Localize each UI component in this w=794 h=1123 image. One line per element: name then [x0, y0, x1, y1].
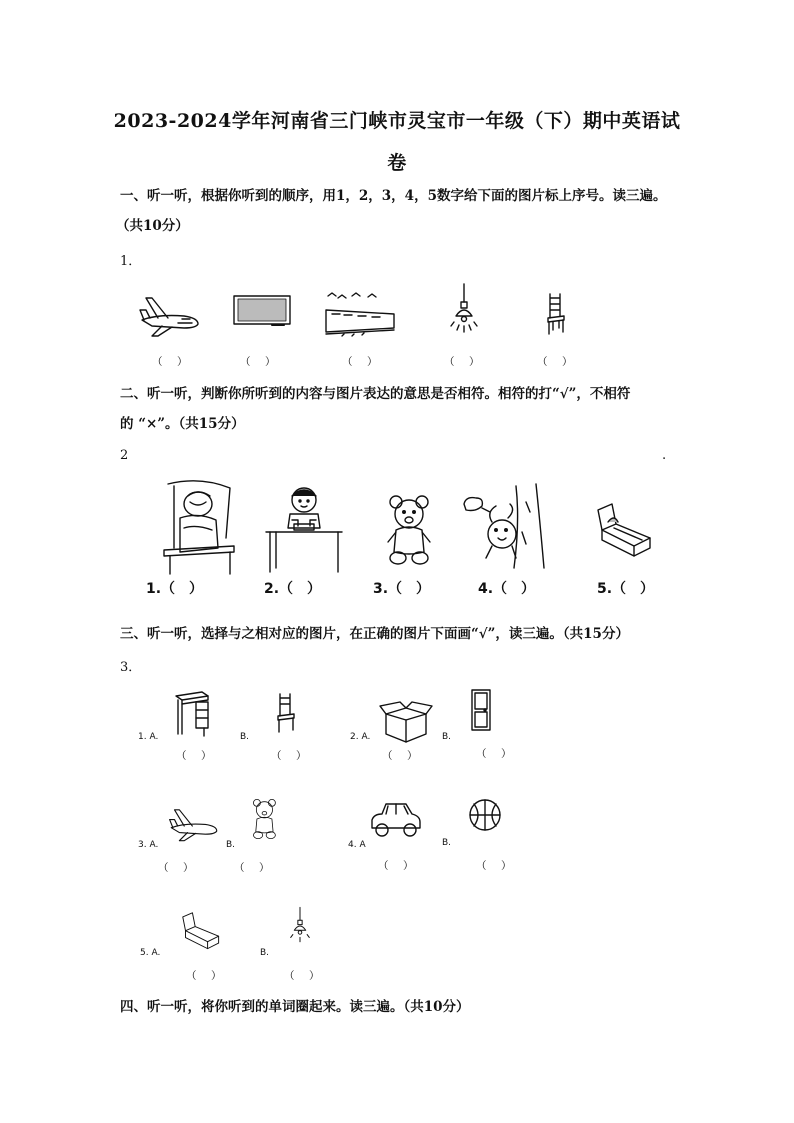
option-label: B.: [442, 732, 452, 742]
airplane-icon: [138, 290, 202, 336]
answer-label[interactable]: 4.（ ）: [478, 581, 536, 597]
answer-label[interactable]: 5.（ ）: [597, 581, 655, 597]
question-number-1: 1．: [120, 254, 142, 269]
page-title-continued: 卷: [387, 152, 407, 174]
car-icon: [368, 800, 422, 840]
answer-blank[interactable]: （ ）: [476, 860, 514, 872]
baby-in-chair-icon: [160, 478, 240, 574]
answer-blank[interactable]: （ ）: [234, 862, 272, 874]
section4-heading: 四、听一听，将你听到的单词圈起来。读三遍。（共10分）: [120, 999, 470, 1015]
option-label: 4. A: [348, 840, 366, 850]
option-label: 5. A.: [140, 948, 161, 958]
section1-heading: 一、听一听，根据你听到的顺序，用1，2，3，4，5数字给下面的图片标上序号。读三遍。: [120, 188, 667, 204]
answer-blank[interactable]: （ ）: [284, 970, 322, 982]
option-label: 3. A.: [138, 840, 159, 850]
question-number-2: 2: [120, 448, 129, 463]
answer-blank[interactable]: （ ）: [342, 356, 380, 368]
option-label: 1. A.: [138, 732, 159, 742]
section3-heading: 三、听一听，选择与之相对应的图片，在正确的图片下面画“√”，读三遍。（共15分）: [120, 626, 629, 642]
stray-dot: .: [662, 448, 667, 463]
answer-blank[interactable]: （ ）: [378, 860, 416, 872]
section2-heading: 二、听一听，判断你所听到的内容与图片表达的意思是否相符。相符的打“√”，不相符: [120, 386, 631, 402]
teddy-bear-icon: [384, 494, 436, 566]
answer-blank[interactable]: （ ）: [537, 356, 575, 368]
answer-blank[interactable]: （ ）: [186, 970, 224, 982]
answer-blank[interactable]: （ ）: [271, 750, 309, 762]
box-icon: [378, 702, 434, 742]
desk-icon: [172, 690, 212, 736]
answer-blank[interactable]: （ ）: [240, 356, 278, 368]
teddy-bear-icon: [250, 792, 280, 846]
answer-label[interactable]: 2.（ ）: [264, 581, 322, 597]
answer-label[interactable]: 1.（ ）: [146, 581, 204, 597]
bed-icon: [176, 910, 224, 950]
airplane-icon: [168, 802, 220, 842]
lamp-icon: [450, 284, 478, 336]
chair-icon: [546, 292, 566, 334]
ball-icon: [468, 798, 502, 832]
section1-score: （共10分）: [116, 218, 189, 234]
option-label: 2. A.: [350, 732, 371, 742]
page-title: 2023-2024学年河南省三门峡市灵宝市一年级（下）期中英语试: [113, 110, 681, 132]
lamp-icon: [290, 906, 310, 946]
question-number-3: 3．: [120, 660, 142, 675]
train-icon: [322, 290, 396, 338]
answer-blank[interactable]: （ ）: [444, 356, 482, 368]
boy-at-desk-icon: [262, 484, 346, 572]
chair-icon: [276, 692, 296, 732]
option-label: B.: [442, 838, 452, 848]
option-label: B.: [226, 840, 236, 850]
answer-blank[interactable]: （ ）: [152, 356, 190, 368]
answer-blank[interactable]: （ ）: [176, 750, 214, 762]
answer-blank[interactable]: （ ）: [476, 748, 514, 760]
blackboard-icon: [232, 294, 292, 328]
section2-heading-cont: 的 “×”。（共15分）: [120, 416, 245, 432]
option-label: B.: [260, 948, 270, 958]
door-icon: [470, 688, 492, 732]
answer-blank[interactable]: （ ）: [158, 862, 196, 874]
option-label: B.: [240, 732, 250, 742]
answer-blank[interactable]: （ ）: [382, 750, 420, 762]
rabbit-behind-tree-icon: [456, 482, 550, 570]
answer-label[interactable]: 3.（ ）: [373, 581, 431, 597]
bed-icon: [594, 500, 652, 558]
